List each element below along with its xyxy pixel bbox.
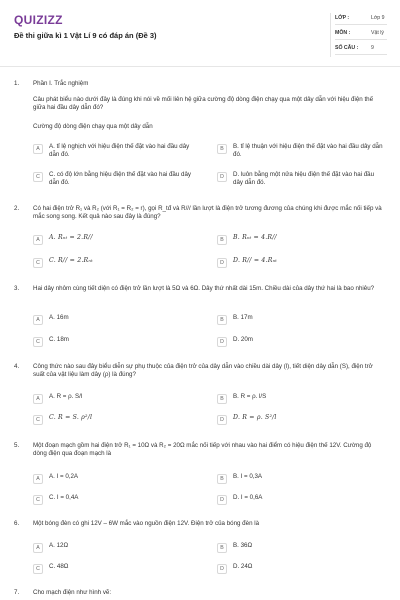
option-a[interactable]	[33, 472, 201, 488]
question-text: Một đoạn mạch gồm hai điện trở R₁ = 10Ω và R₂ = 20Ω mắc nối tiếp với nhau vào hai điểm có hiệu điện thế 12V. Cường độ dòng điện qua đoạn mạch là	[33, 442, 372, 458]
option-text: B. R = ρ. l/S	[233, 393, 267, 400]
option-c[interactable]	[33, 413, 201, 429]
option-text: C. 18m	[49, 336, 69, 343]
option-text: D. 20m	[233, 336, 253, 343]
option-b[interactable]	[217, 142, 385, 158]
question-7	[0, 589, 400, 600]
meta-key: LỚP :	[335, 15, 350, 21]
option-text: B. 17m	[233, 314, 253, 321]
option-letter: D	[217, 415, 227, 425]
question-3	[0, 285, 400, 350]
option-letter: A	[33, 543, 43, 553]
option-b[interactable]	[217, 233, 385, 249]
worksheet-title: Đề thi giữa kì 1 Vật Lí 9 có đáp án (Đề 3)	[14, 31, 157, 40]
option-text: D. R = ρ. S²/l	[233, 414, 277, 421]
option-letter: C	[33, 564, 43, 574]
option-letter: B	[217, 394, 227, 404]
meta-divider	[335, 24, 387, 25]
option-letter: B	[217, 315, 227, 325]
option-a[interactable]	[33, 142, 201, 158]
option-c[interactable]	[33, 256, 201, 272]
worksheet-header	[0, 0, 400, 66]
option-letter: D	[217, 564, 227, 574]
meta-key: MÔN :	[335, 30, 351, 36]
option-d[interactable]	[217, 256, 385, 272]
question-number: 5.	[14, 442, 20, 449]
header-divider	[0, 66, 400, 67]
meta-value: 9	[371, 45, 374, 51]
option-text: C. 48Ω	[49, 563, 69, 570]
option-c[interactable]	[33, 493, 201, 509]
option-letter: D	[217, 495, 227, 505]
option-letter: A	[33, 235, 43, 245]
option-text: A. 16m	[49, 314, 69, 321]
question-text: Công thức nào sau đây biểu diễn sự phụ thuộc của điện trở của dây dẫn vào chiều dài dây (l), tiết diện dây dẫn (S), điện trở suất của vật liệu làm dây (ρ) là đúng?	[33, 363, 373, 379]
question-text: Phần I. Trắc nghiệm	[33, 80, 89, 87]
question-1	[0, 80, 400, 190]
option-letter: C	[33, 337, 43, 347]
meta-value: Lớp 9	[371, 15, 385, 21]
option-letter: A	[33, 144, 43, 154]
option-text: C. có độ lớn bằng hiệu điện thế đặt vào hai đầu dây dẫn đó.	[49, 171, 192, 187]
question-text: Cho mạch điện như hình vẽ:	[33, 589, 112, 596]
meta-info-box	[330, 13, 386, 57]
option-text: A. I = 0,2A	[49, 473, 79, 480]
meta-row-question-count	[335, 43, 387, 55]
option-text: C. R// = 2.Rₙₜ	[49, 257, 93, 264]
meta-value: Vật lý	[371, 30, 384, 36]
option-text: B. tỉ lệ thuận với hiệu điện thế đặt vào hai đầu dây dẫn đó.	[233, 143, 383, 159]
question-number: 4.	[14, 363, 20, 370]
option-a[interactable]	[33, 392, 201, 408]
option-text: B. I = 0,3A	[233, 473, 263, 480]
question-6	[0, 520, 400, 580]
question-2	[0, 205, 400, 275]
option-text: B. Rₙₜ = 4.R//	[233, 234, 277, 241]
option-letter: C	[33, 495, 43, 505]
option-text: A. R = ρ. S/l	[49, 393, 83, 400]
option-b[interactable]	[217, 472, 385, 488]
option-letter: B	[217, 474, 227, 484]
question-prompt: Câu phát biểu nào dưới đây là đúng khi nói về mối liên hệ giữa cường độ dòng điện chạy qua một dây dẫn với hiệu điện thế giữa hai đầu dây dẫn đó?	[33, 96, 374, 112]
question-number: 2.	[14, 205, 20, 212]
option-b[interactable]	[217, 392, 385, 408]
option-d[interactable]	[217, 562, 385, 578]
meta-key: SỐ CÂU :	[335, 45, 359, 51]
option-d[interactable]	[217, 493, 385, 509]
option-c[interactable]	[33, 170, 201, 186]
option-text: A. tỉ lệ nghịch với hiệu điện thế đặt vào hai đầu dây dẫn đó.	[49, 143, 190, 159]
option-letter: C	[33, 415, 43, 425]
option-text: C. R = S. ρ²/l	[49, 414, 93, 421]
option-text: D. luôn bằng một nửa hiệu điện thế đặt vào hai đầu dây dẫn đó.	[233, 171, 375, 187]
option-text: D. 24Ω	[233, 563, 253, 570]
option-d[interactable]	[217, 335, 385, 351]
question-5	[0, 442, 400, 510]
question-4	[0, 363, 400, 433]
meta-divider	[335, 54, 387, 55]
option-c[interactable]	[33, 335, 201, 351]
meta-row-subject	[335, 28, 387, 40]
option-b[interactable]	[217, 541, 385, 557]
option-letter: B	[217, 543, 227, 553]
option-a[interactable]	[33, 233, 201, 249]
question-text: Có hai điện trở R₁ và R₂ (với R₁ = R₂ = r), gọi R_tđ và R/// lần lượt là điện trở tương đương của chúng khi được mắc nối tiếp và mắc song song. Kết quả nào sau đây là đúng?	[33, 205, 382, 221]
question-number: 3.	[14, 285, 20, 292]
question-number: 1.	[14, 80, 20, 87]
option-b[interactable]	[217, 313, 385, 329]
quizizz-logo: QUIZIZZ	[14, 13, 63, 27]
question-text: Một bóng đèn có ghi 12V – 6W mắc vào nguồn điện 12V. Điện trở của bóng đèn là	[33, 520, 260, 527]
meta-divider	[335, 39, 387, 40]
option-letter: A	[33, 315, 43, 325]
option-letter: B	[217, 144, 227, 154]
option-a[interactable]	[33, 541, 201, 557]
option-letter: D	[217, 172, 227, 182]
option-letter: A	[33, 394, 43, 404]
option-text: A. 12Ω	[49, 542, 69, 549]
option-letter: C	[33, 172, 43, 182]
option-d[interactable]	[217, 170, 385, 186]
option-letter: B	[217, 235, 227, 245]
option-a[interactable]	[33, 313, 201, 329]
option-d[interactable]	[217, 413, 385, 429]
option-text: A. Rₙₜ = 2.R//	[49, 234, 93, 241]
meta-row-grade	[335, 13, 387, 25]
question-number: 6.	[14, 520, 20, 527]
option-letter: C	[33, 258, 43, 268]
option-text: B. 36Ω	[233, 542, 253, 549]
option-letter: D	[217, 258, 227, 268]
question-text: Hai dây nhôm cùng tiết diện có điện trở lần lượt là 5Ω và 6Ω. Dây thứ nhất dài 15m. Chiều dài của dây thứ hai là bao nhiêu?	[33, 285, 375, 292]
option-text: D. I = 0,6A	[233, 494, 263, 501]
option-text: C. I = 0,4A	[49, 494, 79, 501]
question-stem: Cường độ dòng điện chạy qua một dây dẫn	[33, 123, 153, 130]
option-letter: D	[217, 337, 227, 347]
question-number: 7.	[14, 589, 20, 596]
option-text: D. R// = 4.Rₙₜ	[233, 257, 278, 264]
option-letter: A	[33, 474, 43, 484]
option-c[interactable]	[33, 562, 201, 578]
